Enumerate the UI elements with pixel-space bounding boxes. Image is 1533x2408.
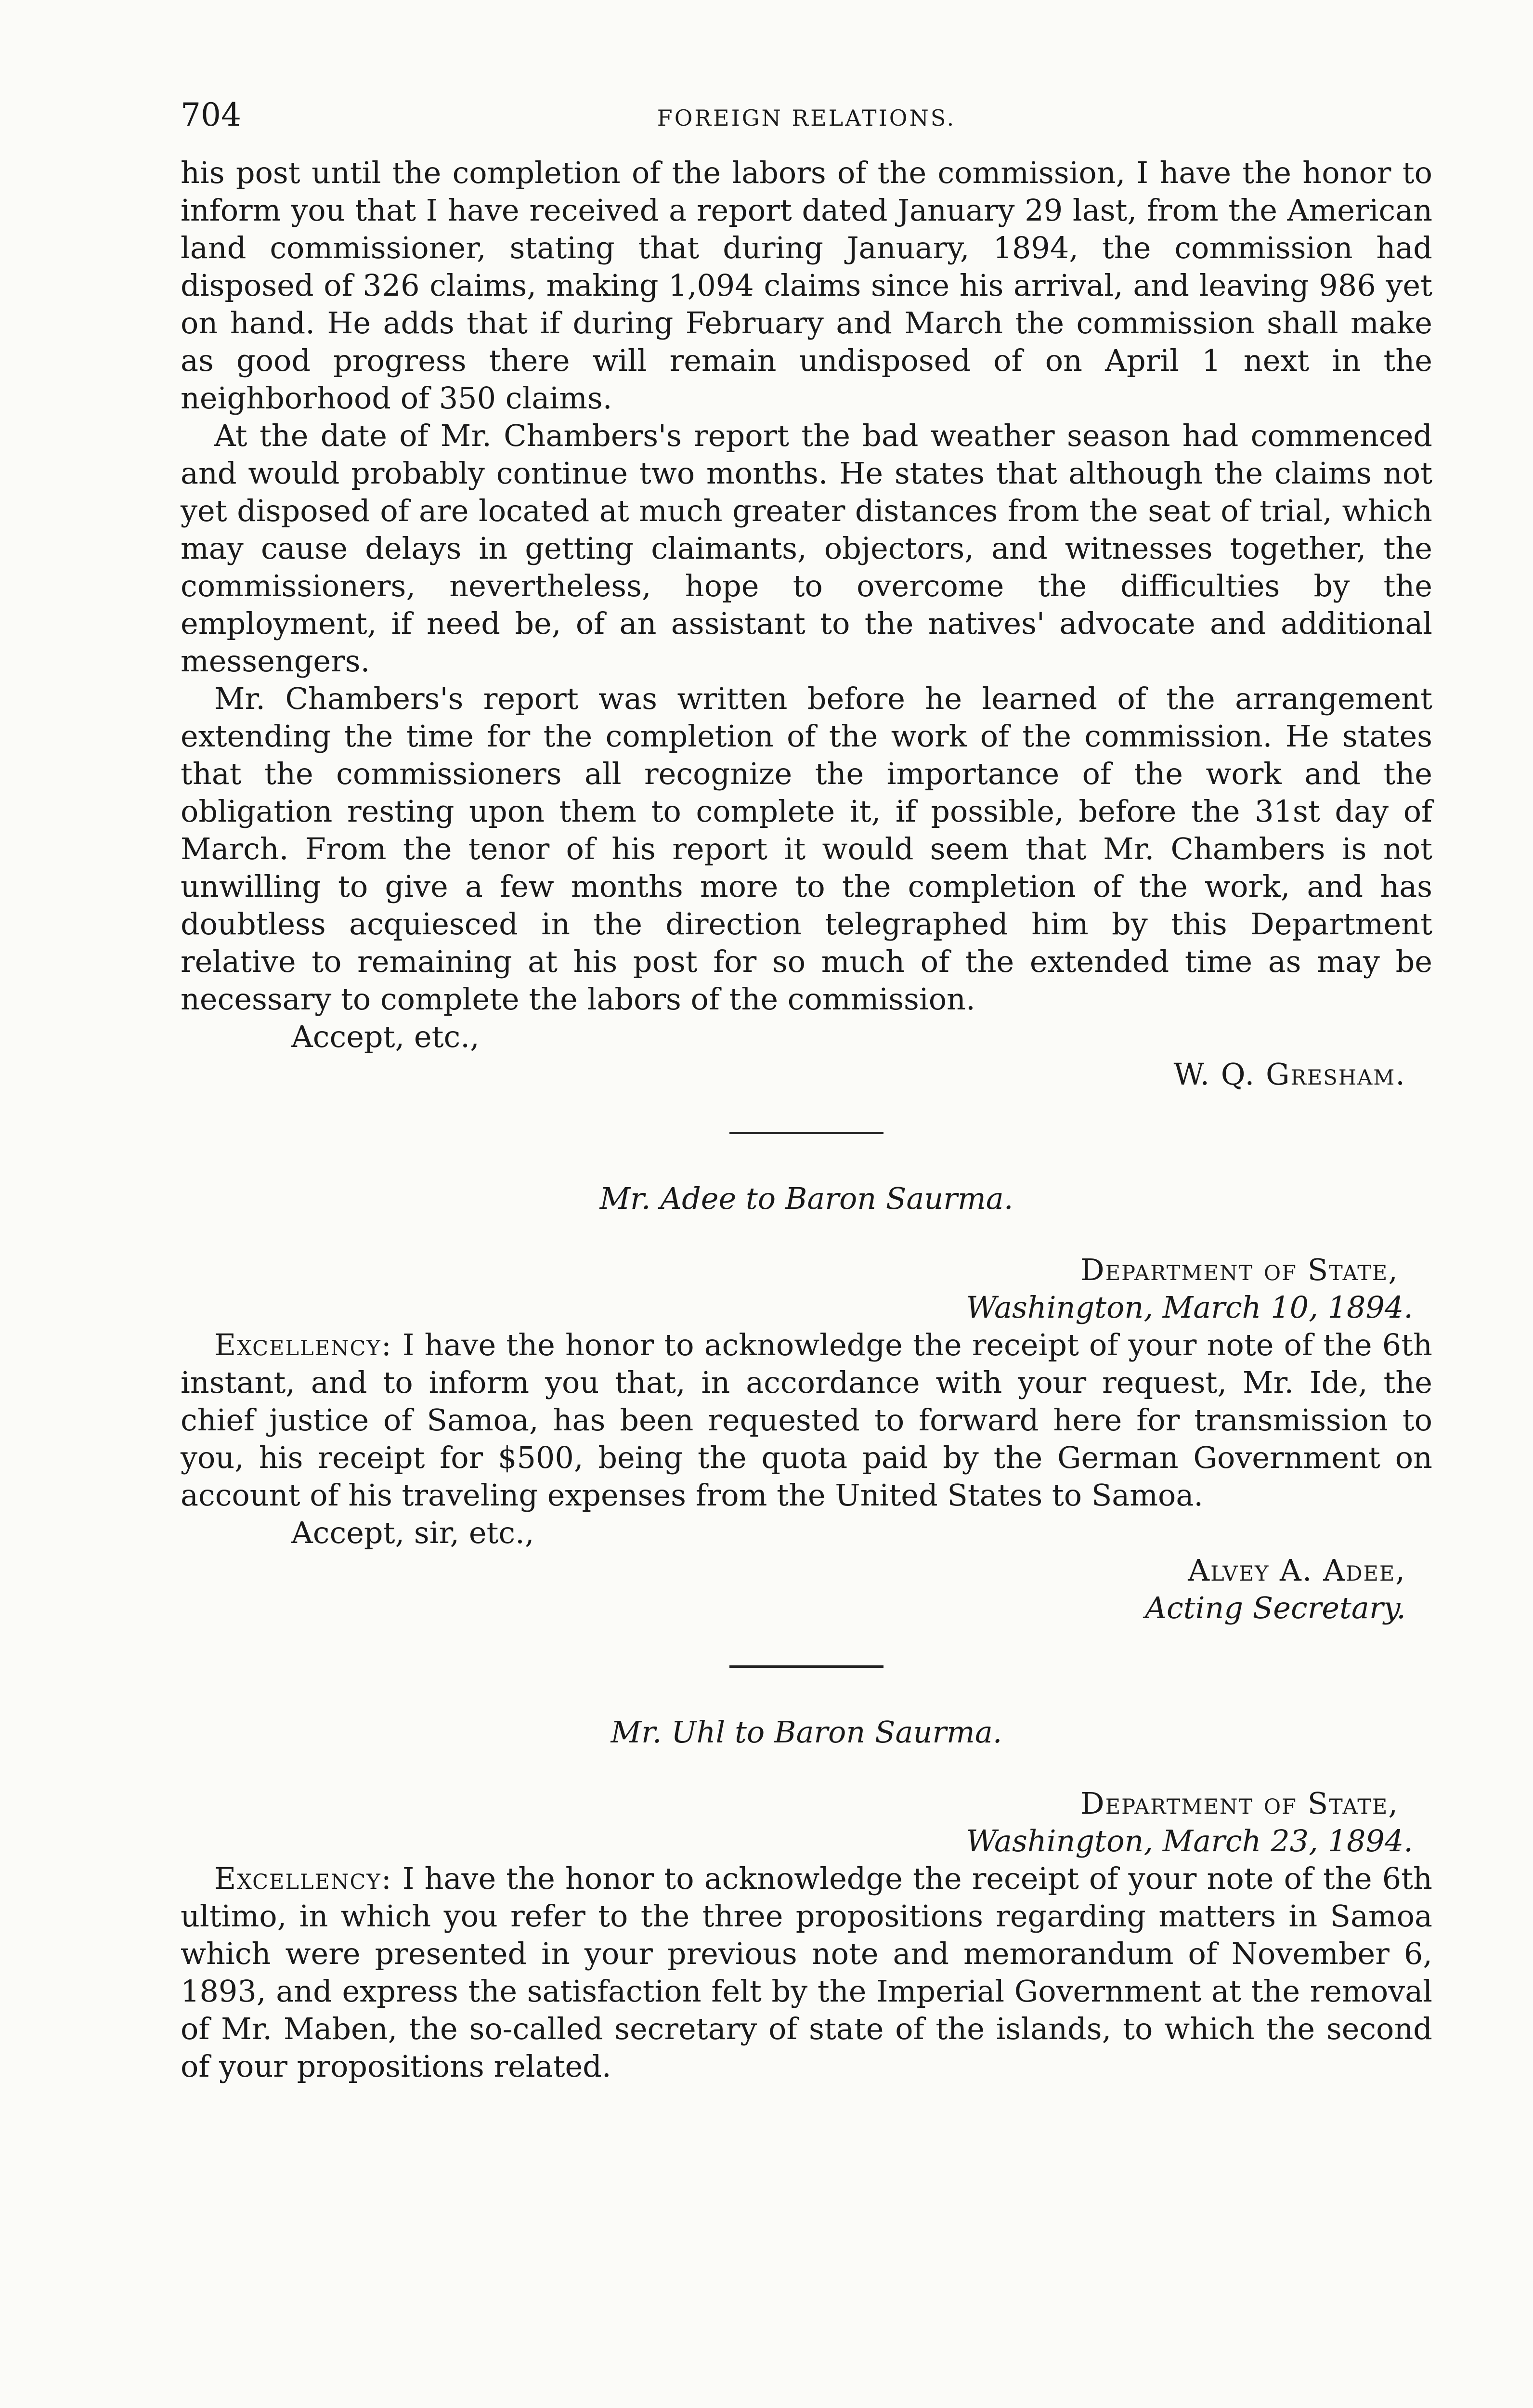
salutation: Excellency:: [214, 1861, 392, 1896]
letter-body-text: I have the honor to acknowledge the receipt of your note of the 6th ultimo, in which you refer to the three propositions regarding matters in Samoa which were presented in your previous note and memorandum of November 6, 1893, and express the satisfaction felt by the Imperial Government at the removal of Mr. Maben, the so-called secretary of state of the islands, to which the second of your propositions related.: [181, 1861, 1432, 2084]
dateline-place: Washington, March 10, 1894.: [966, 1290, 1413, 1325]
section-divider: [729, 1665, 883, 1668]
letter-body: [181, 1326, 1432, 1514]
page-number: 704: [181, 96, 241, 133]
signature: W. Q. Gresham.: [1173, 1057, 1406, 1092]
body-paragraph-3: Mr. Chambers's report was written before he learned of the arrangement extending the time for the completion of the work of the commission. He states that the commissioners all recognize the importance of the work and the obligation resting upon them to complete it, if possible, before the 31st day of March. From the tenor of his report it would seem that Mr. Chambers is not unwilling to give a few months more to the completion of the work, and has doubtless acquiesced in the direction telegraphed him by this Department relative to remaining at his post for so much of the extended time as may be necessary to complete the labors of the commission.: [181, 681, 1432, 1017]
signature-name: Alvey A. Adee,: [1188, 1553, 1406, 1588]
salutation: Excellency:: [214, 1327, 392, 1362]
running-title: FOREIGN RELATIONS.: [657, 105, 956, 131]
letter-uhl: [181, 1714, 1432, 2085]
dateline: [181, 1785, 1413, 1860]
letter-adee: [181, 1180, 1432, 1627]
section-divider: [729, 1132, 883, 1134]
letter-body: [181, 1860, 1432, 2085]
document-page: [181, 96, 1432, 2085]
body-paragraph-1: his post until the completion of the labors of the commission, I have the honor to inform you that I have received a report dated January 29 last, from the American land commissioner, stating that during January, 1894, the commission had disposed of 326 claims, making 1,094 claims since his arrival, and leaving 986 yet on hand. He adds that if during February and March the commission shall make as good progress there will remain undisposed of on April 1 next in the neighborhood of 350 claims.: [181, 155, 1432, 416]
body-paragraph-2: At the date of Mr. Chambers's report the bad weather season had commenced and would probably continue two months. He states that although the claims not yet disposed of are located at much greater distances from the seat of trial, which may cause delays in getting claimants, objectors, and witnesses together, the commissioners, nevertheless, hope to overcome the difficulties by the employment, if need be, of an assistant to the natives' advocate and additional messengers.: [181, 418, 1432, 679]
closing: Accept, etc.,: [291, 1019, 480, 1054]
closing: Accept, sir, etc.,: [291, 1515, 534, 1550]
dateline: [181, 1251, 1413, 1326]
dateline-organization: Department of State,: [1080, 1252, 1399, 1287]
dateline-organization: Department of State,: [1080, 1786, 1399, 1821]
letter-gresham: [181, 154, 1432, 1093]
letter-body-text: I have the honor to acknowledge the receipt of your note of the 6th instant, and to inform you that, in accordance with your request, Mr. Ide, the chief justice of Samoa, has been requested to forward here for transmission to you, his receipt for $500, being the quota paid by the German Government on account of his traveling expenses from the United States to Samoa.: [181, 1327, 1432, 1513]
dateline-place: Washington, March 23, 1894.: [966, 1823, 1413, 1858]
signature-title: Acting Secretary.: [1145, 1590, 1406, 1625]
letter-heading: Mr. Adee to Baron Saurma.: [599, 1181, 1013, 1216]
running-head: [181, 96, 1432, 154]
letter-heading: Mr. Uhl to Baron Saurma.: [611, 1714, 1002, 1750]
